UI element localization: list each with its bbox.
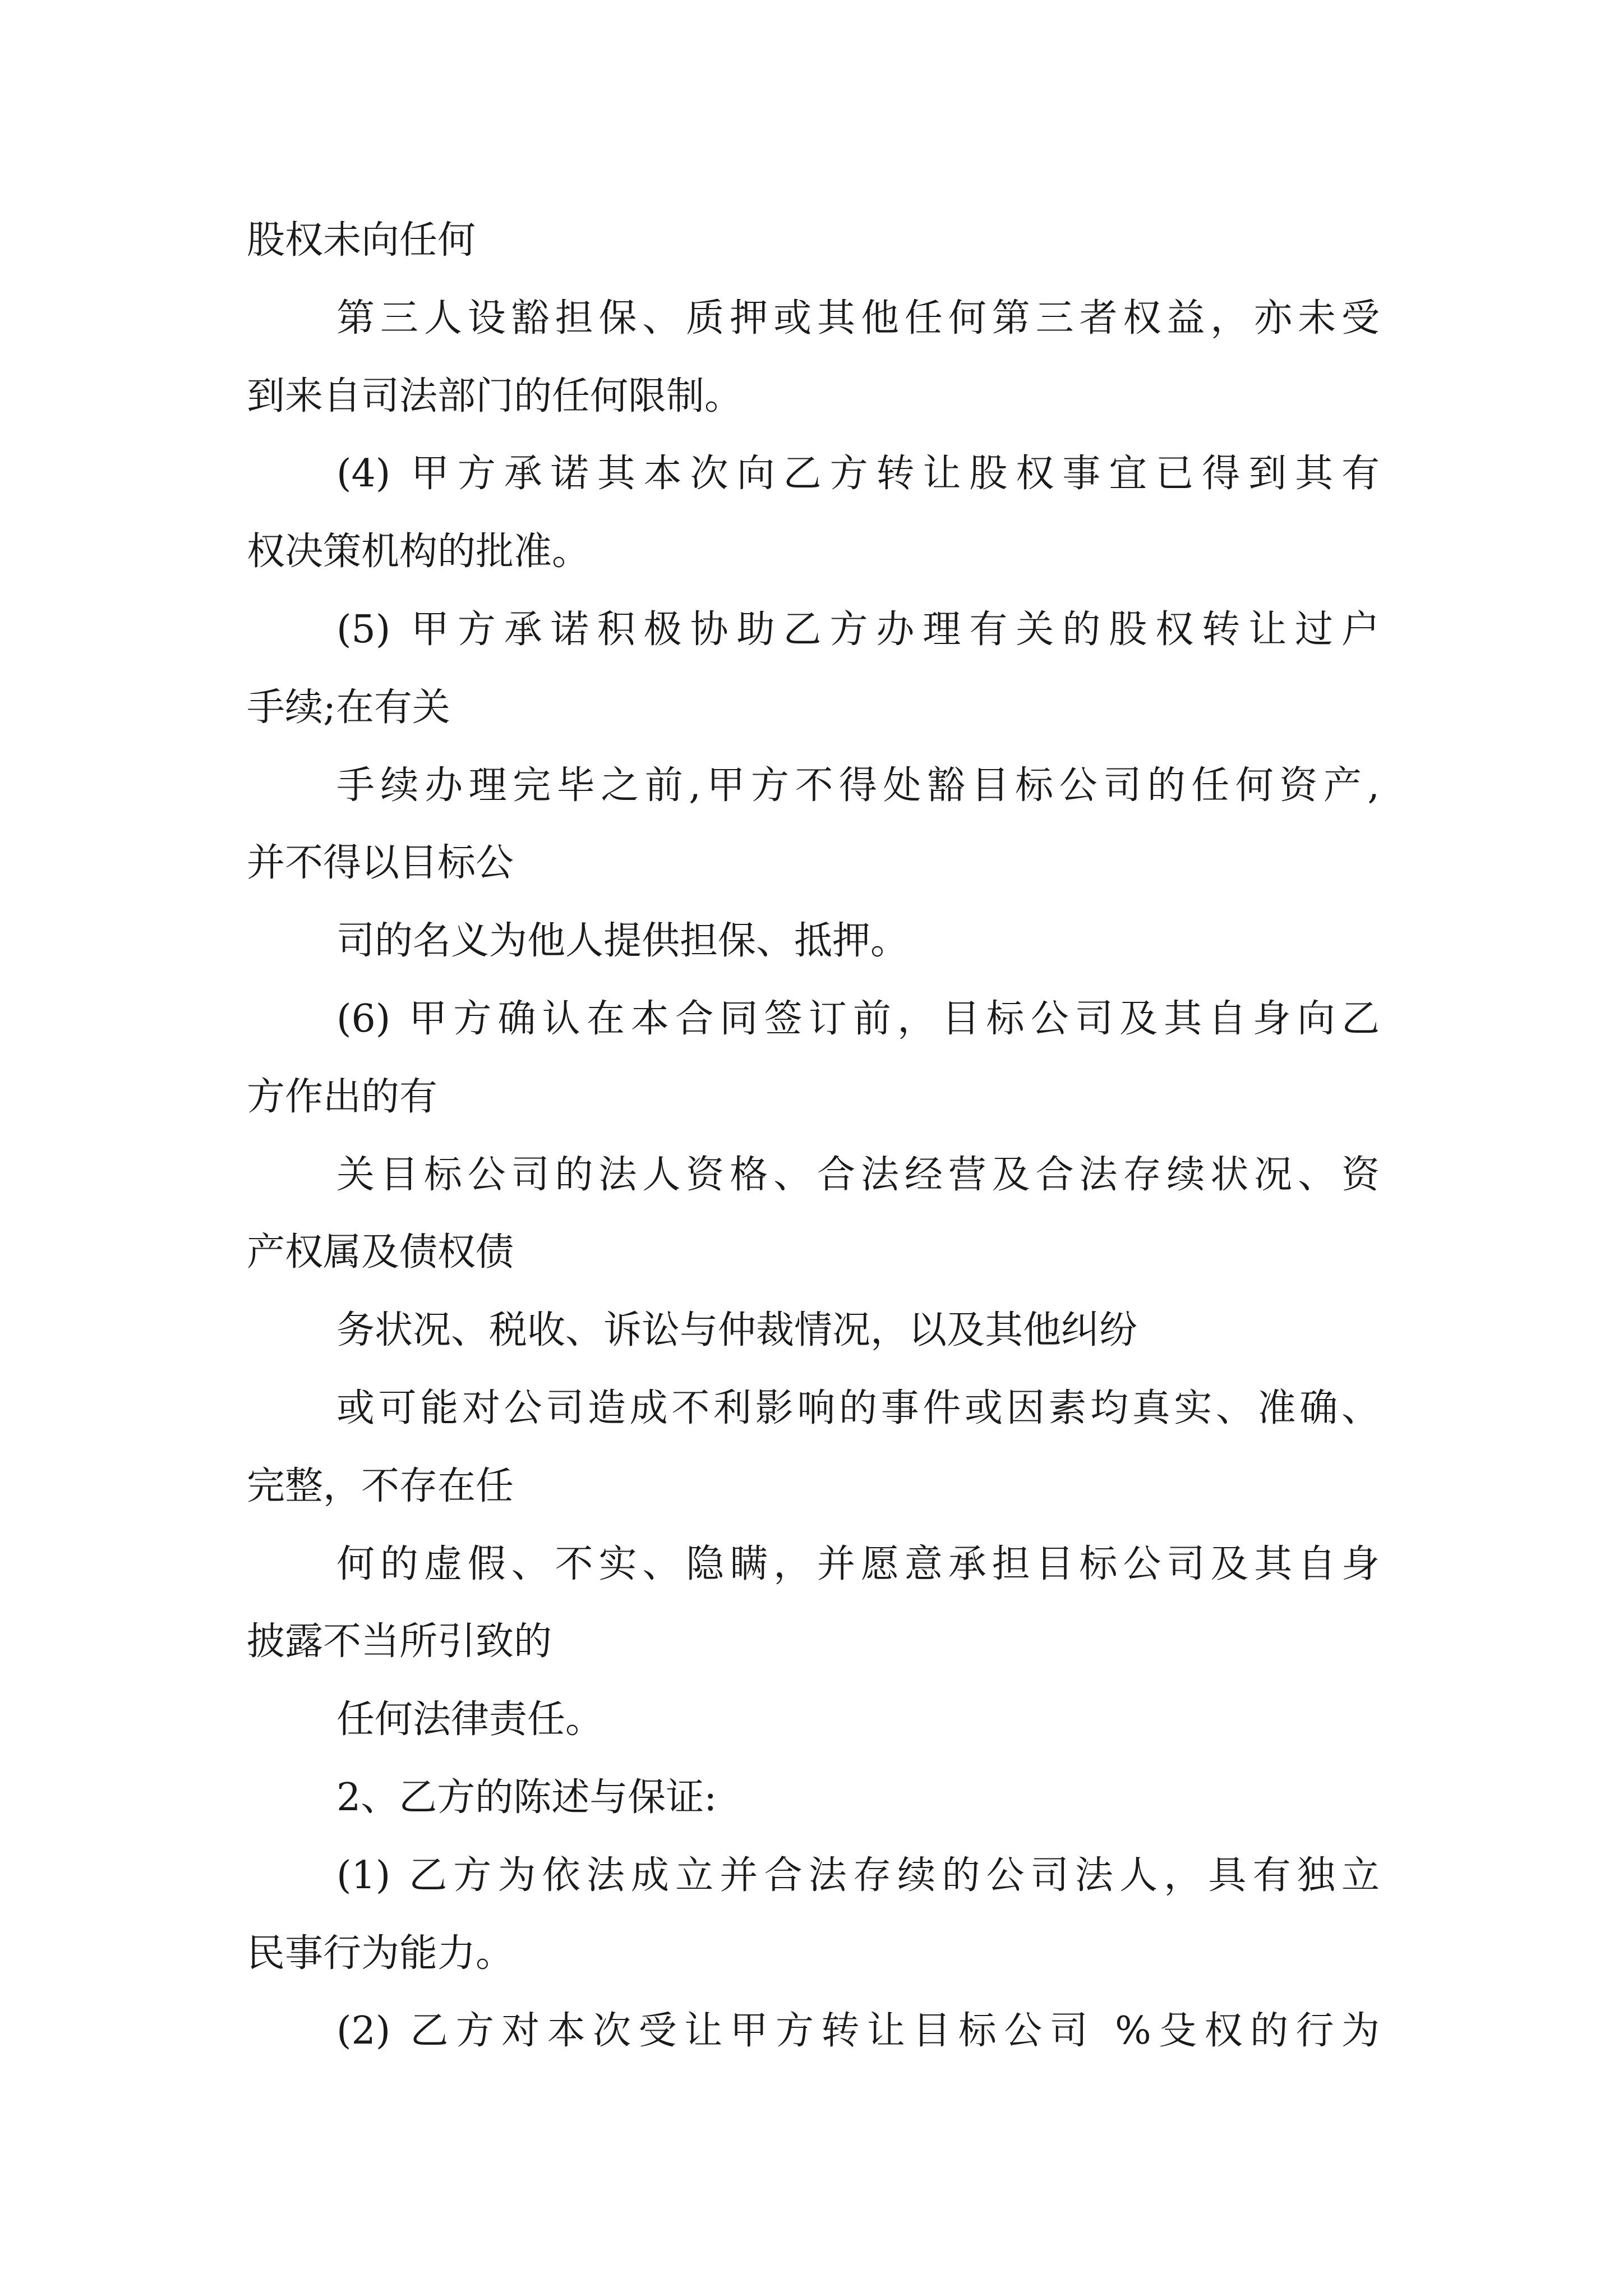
text-line: 关目标公司的法人资格、合法经营及合法存续状况、资 — [336, 1153, 1380, 1197]
text-line: 方作出的有 — [247, 1075, 438, 1119]
text-line: 2、乙方的陈述与保证: — [336, 1775, 717, 1820]
text-line: 手续;在有关 — [247, 685, 450, 730]
text-line: 任何法律责任。 — [336, 1697, 604, 1742]
text-line: 司的名义为他人提供担保、抵押。 — [336, 919, 909, 963]
text-line: (2) 乙方对本次受让甲方转让目标公司 %殳权的行为 — [336, 2009, 1380, 2053]
text-line: 何的虚假、不实、隐瞒，并愿意承担目标公司及其自身 — [336, 1542, 1380, 1586]
text-line: 披露不当所引致的 — [247, 1619, 552, 1664]
text-line: 手续办理完毕之前,甲方不得处豁目标公司的任何资产, — [336, 763, 1380, 808]
text-line: 产权属及债权债 — [247, 1230, 514, 1274]
text-line: 到来自司法部门的任何限制。 — [247, 374, 743, 418]
text-line: (4) 甲方承诺其本次向乙方转让股权事宜已得到其有 — [336, 452, 1380, 496]
text-line: 完整，不存在任 — [247, 1464, 514, 1508]
text-line: 第三人设豁担保、质押或其他任何第三者权益，亦未受 — [336, 296, 1380, 341]
text-line: 务状况、税收、诉讼与仲裁情况，以及其他纠纷 — [336, 1308, 1138, 1352]
text-line: 权决策机构的批准。 — [247, 530, 591, 574]
text-line: 民事行为能力。 — [247, 1931, 514, 1976]
text-line: 或可能对公司造成不利影响的事件或因素均真实、准确、 — [336, 1386, 1380, 1430]
text-line: (5) 甲方承诺积极协助乙方办理有关的股权转让过户 — [336, 608, 1380, 652]
text-line: 股权未向任何 — [247, 218, 476, 263]
text-line: (1) 乙方为依法成立并合法存续的公司法人，具有独立 — [336, 1853, 1380, 1898]
text-line: (6) 甲方确认在本合同签订前，目标公司及其自身向乙 — [336, 997, 1380, 1041]
text-line: 并不得以目标公 — [247, 841, 514, 885]
